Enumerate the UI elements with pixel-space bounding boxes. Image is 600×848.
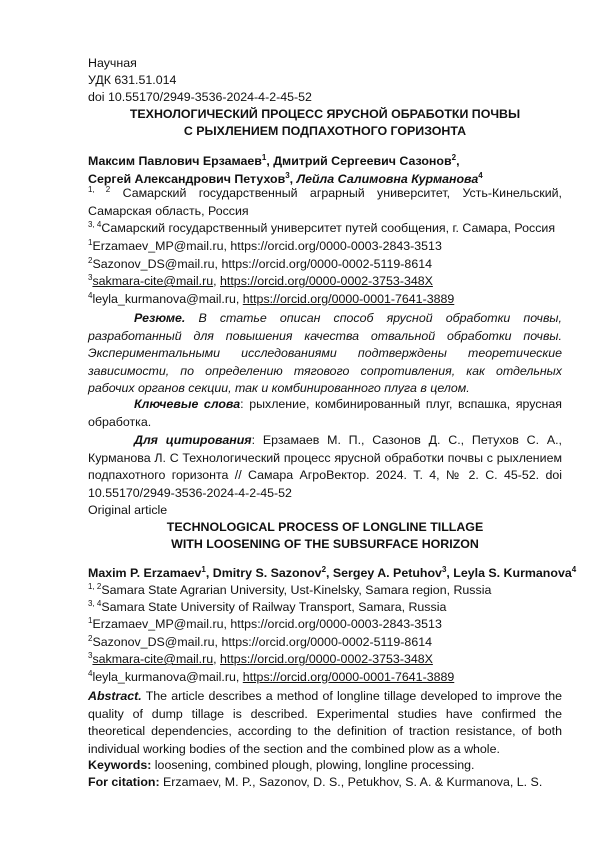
authors-ru: Максим Павлович Ерзамаев$^1$, Дмитрий Сергеевич Сазонов$^2$, Сергей Александрович Петухов$^3$, Лейла Салимовна Курманова$^4$: [88, 153, 483, 186]
orcid-link[interactable]: https://orcid.org/0000-0003-2843-3513: [230, 239, 442, 253]
udk-code: УДК 631.51.014: [88, 73, 177, 87]
email-link[interactable]: Erzamaev_MP@mail.ru: [92, 239, 224, 253]
citation-en: For citation: Erzamaev, M. P., Sazonov, D. S., Petukhov, S. A. & Kurmanova, L. S.: [88, 775, 543, 789]
orcid-link[interactable]: https://orcid.org/0000-0002-5119-8614: [221, 256, 432, 271]
email-link[interactable]: sakmara-cite@mail.ru: [92, 274, 214, 288]
contacts-en: [88, 616, 562, 686]
contact-row: $^4$leyla_kurmanova@mail.ru, https://orcid.org/0000-0001-7641-3889: [88, 668, 455, 684]
email-link[interactable]: Sazonov_DS@mail.ru: [92, 256, 215, 271]
orcid-link[interactable]: https://orcid.org/0000-0002-3753-348X: [220, 652, 433, 666]
title-en-line2: WITH LOOSENING OF THE SUBSURFACE HORIZON: [171, 537, 479, 551]
orcid-link[interactable]: https://orcid.org/0000-0002-3753-348X: [220, 274, 433, 288]
contact-row: $^3$sakmara-cite@mail.ru, https://orcid.org/0000-0002-3753-348X: [88, 651, 433, 666]
contacts-ru: [88, 238, 562, 308]
keywords-ru: Ключевые слова: рыхление, комбинированный плуг, вспашка, ярусная обработка.: [88, 397, 562, 429]
abstract-ru: Резюме. В статье описан способ ярусной обработки почвы, разработанный для повышения качества отвальной обработки почвы. Экспериментальными исследованиями подтверждены теоретические зависимости, по определению тягового сопротивления, как отдельных рабочих органов секции, так и комбинированного плуга в целом.: [88, 311, 562, 395]
email-link[interactable]: Sazonov_DS@mail.ru: [92, 634, 215, 649]
affiliation-ru-1: $^{1, 2}$ Самарский государственный аграрный университет, Усть-Кинельский, Самарская область, Россия: [88, 185, 562, 218]
email-link[interactable]: sakmara-cite@mail.ru: [92, 652, 214, 666]
contact-row: $^2$Sazonov_DS@mail.ru, https://orcid.org/0000-0002-5119-8614: [88, 633, 432, 649]
affiliation-en-2: $^{3, 4}$Samara State University of Railway Transport, Samara, Russia: [88, 599, 447, 614]
orcid-link[interactable]: https://orcid.org/0000-0003-2843-3513: [230, 617, 442, 631]
orcid-link[interactable]: https://orcid.org/0000-0001-7641-3889: [242, 669, 455, 684]
article-type-en: Original article: [88, 503, 168, 517]
email-link[interactable]: leyla_kurmanova@mail.ru: [92, 669, 236, 684]
orcid-link[interactable]: https://orcid.org/0000-0002-5119-8614: [221, 634, 432, 649]
doi-ru: doi 10.55170/2949-3536-2024-4-2-45-52: [88, 90, 312, 104]
citation-ru: Для цитирования: Ерзамаев М. П., Сазонов Д. С., Петухов С. А., Курманова Л. С Технологический процесс ярусной обработки почвы с рыхлением подпахотного горизонта // Самара АгроВектор. 2024. Т. 4, № 2. С. 45-52. doi 10.55170/2949-3536-2024-4-2-45-52: [88, 433, 562, 500]
contact-row: $^1$Erzamaev_MP@mail.ru, https://orcid.org/0000-0003-2843-3513: [88, 238, 442, 253]
email-link[interactable]: Erzamaev_MP@mail.ru: [92, 617, 224, 631]
contact-row: $^4$leyla_kurmanova@mail.ru, https://orcid.org/0000-0001-7641-3889: [88, 290, 455, 306]
keywords-en: Keywords: loosening, combined plough, plowing, longline processing.: [88, 758, 475, 772]
title-en-line1: TECHNOLOGICAL PROCESS OF LONGLINE TILLAGE: [166, 520, 484, 534]
orcid-link[interactable]: https://orcid.org/0000-0001-7641-3889: [242, 291, 455, 306]
abstract-en: Abstract. The article describes a method of longline tillage developed to improve the quality of dump tillage is described. Experimental studies have confirmed the theoretical dependencies, according to the definition of traction resistance, of both individual working bodies of the section and the combined plow as a whole.: [88, 689, 562, 756]
affiliation-en-1: $^{1, 2}$Samara State Agrarian University, Ust-Kinelsky, Samara region, Russia: [88, 582, 492, 597]
title-ru-line1: ТЕХНОЛОГИЧЕСКИЙ ПРОЦЕСС ЯРУСНОЙ ОБРАБОТКИ ПОЧВЫ: [129, 107, 521, 121]
contact-row: $^1$Erzamaev_MP@mail.ru, https://orcid.org/0000-0003-2843-3513: [88, 616, 442, 631]
title-ru-line2: С РЫХЛЕНИЕМ ПОДПАХОТНОГО ГОРИЗОНТА: [183, 124, 467, 138]
contact-row: $^3$sakmara-cite@mail.ru, https://orcid.org/0000-0002-3753-348X: [88, 273, 433, 288]
contact-row: $^2$Sazonov_DS@mail.ru, https://orcid.org/0000-0002-5119-8614: [88, 255, 432, 271]
authors-en: Maxim P. Erzamaev$^1$, Dmitry S. Sazonov$^2$, Sergey A. Petuhov$^3$, Leyla S. Kurmanova$^4$: [88, 565, 577, 580]
affiliation-ru-2: $^{3, 4}$Самарский государственный университет путей сообщения, г. Самара, Россия: [88, 220, 556, 235]
article-type: Научная: [88, 56, 137, 70]
email-link[interactable]: leyla_kurmanova@mail.ru: [92, 291, 236, 306]
